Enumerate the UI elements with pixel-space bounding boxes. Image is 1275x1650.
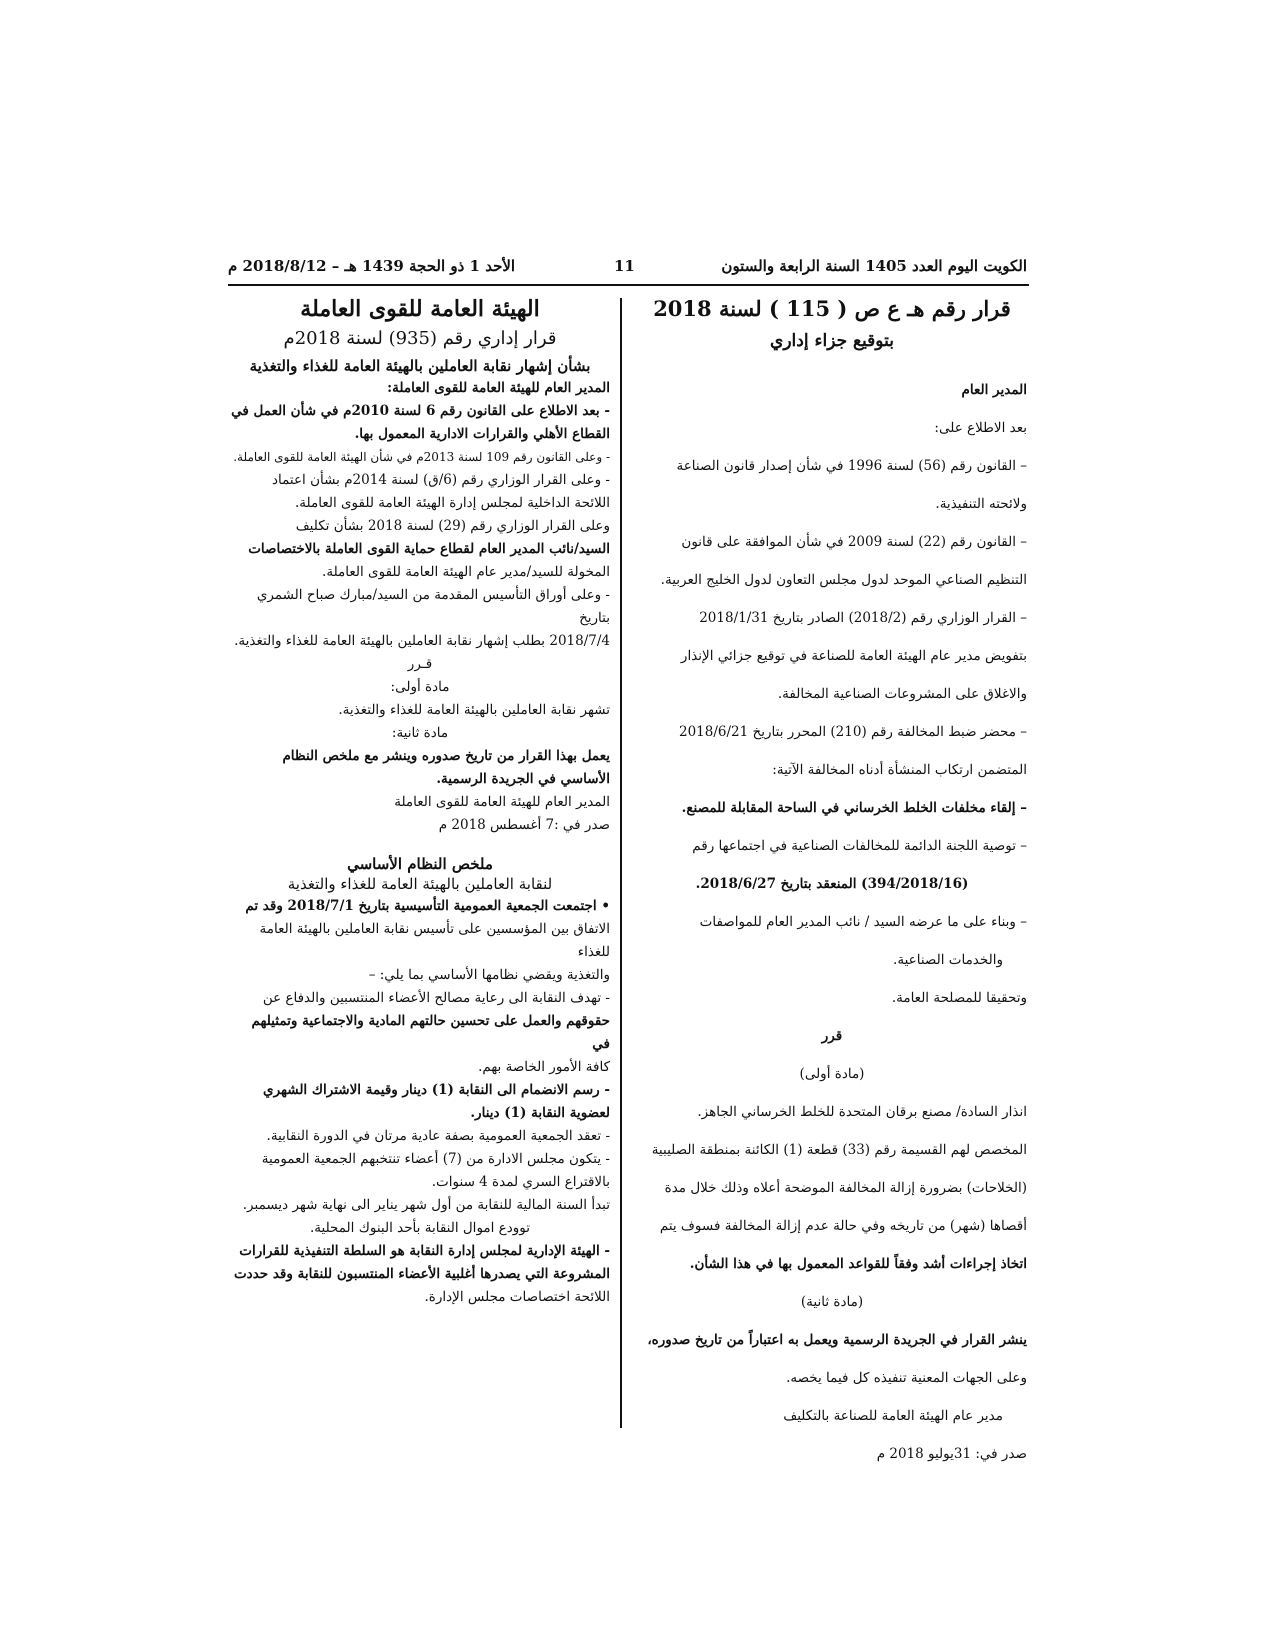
- summary-line: المشروعة التي يصدرها أغلبية الأعضاء المنتسبون للنقابة وقد حددت: [233, 1266, 610, 1282]
- text-line: المخولة للسيد/مدير عام الهيئة العامة للقوى العاملة.: [322, 564, 610, 580]
- text-line: وعلى القرار الوزاري رقم (29) لسنة 2018 بشأن تكليف: [295, 518, 610, 534]
- text-line: الأساسي في الجريدة الرسمية.: [436, 771, 610, 787]
- left-column: [230, 296, 610, 1309]
- text-line: بعد الاطلاع على:: [934, 420, 1027, 436]
- text-line: تشهر نقابة العاملين بالهيئة العامة للغذاء والتغذية.: [338, 702, 610, 718]
- summary-line: كافة الأمور الخاصة بهم.: [478, 1059, 610, 1075]
- text-line: – القرار الوزاري رقم (2018/2) الصادر بتاريخ 2018/1/31: [699, 610, 1027, 626]
- summary-line: بالاقتراع السري لمدة 4 سنوات.: [431, 1174, 610, 1190]
- summary-subtitle: لنقابة العاملين بالهيئة العامة للغذاء والتغذية: [287, 875, 553, 893]
- signatory: المدير العام للهيئة العامة للقوى العاملة: [394, 794, 610, 810]
- text-line: – محضر ضبط المخالفة رقم (210) المحرر بتاريخ 2018/6/21: [678, 724, 1027, 740]
- article-heading: مادة ثانية:: [391, 725, 449, 741]
- summary-line: • اجتمعت الجمعية العمومية التأسيسية بتاريخ 2018/7/1 وقد تم: [245, 898, 610, 914]
- summary-line: الاتفاق بين المؤسسين على تأسيس نقابة العاملين بالهيئة العامة للغذاء: [259, 921, 610, 960]
- decision-subject: بشأن إشهار نقابة العاملين بالهيئة العامة للغذاء والتغذية: [249, 357, 591, 375]
- text-line: المدير العام: [961, 382, 1027, 398]
- article-heading: مادة أولى:: [390, 679, 450, 695]
- text-line: – القانون رقم (56) لسنة 1996 في شأن إصدار قانون الصناعة: [676, 458, 1027, 474]
- text-line: – إلقاء مخلفات الخلط الخرساني في الساحة المقابلة للمصنع.: [681, 800, 1027, 816]
- summary-line: لعضوية النقابة (1) دينار.: [470, 1105, 610, 1121]
- decision-title: قرار إداري رقم (935) لسنة 2018م: [283, 328, 557, 349]
- article-heading: قرر: [821, 1028, 843, 1044]
- text-line: السيد/نائب المدير العام لقطاع حماية القوى العاملة بالاختصاصات: [248, 541, 610, 557]
- summary-line: تبدأ السنة المالية للنقابة من أول شهر يناير الى نهاية شهر ديسمبر.: [242, 1197, 610, 1213]
- text-line: يعمل بهذا القرار من تاريخ صدوره وينشر مع ملخص النظام: [282, 748, 610, 764]
- text-line: وتحقيقا للمصلحة العامة.: [891, 990, 1027, 1006]
- issue-date: صدر في: 31يوليو 2018 م: [876, 1446, 1027, 1462]
- page-number: 11: [614, 257, 635, 275]
- header-date: الأحد 1 ذو الحجة 1439 هـ – 2018/8/12 م: [228, 257, 516, 275]
- text-line: انذار السادة/ مصنع برقان المتحدة للخلط الخرساني الجاهز.: [697, 1104, 1027, 1120]
- decision-title: قرار رقم هـ ع ص ( 115 ) لسنة 2018: [653, 296, 1011, 321]
- summary-line: حقوقهم والعمل على تحسين حالتهم المادية والاجتماعية وتمثيلهم في: [251, 1013, 610, 1052]
- header-rule: [228, 284, 1029, 286]
- text-line: – وبناء على ما عرضه السيد / نائب المدير العام للمواصفات: [699, 914, 1027, 930]
- text-line: (الخلاحات) بضرورة إزالة المخالفة الموضحة أعلاه وذلك خلال مدة: [664, 1180, 1027, 1196]
- text-line: المخصص لهم القسيمة رقم (33) قطعة (1) الكائنة بمنطقة الصليبية: [651, 1142, 1027, 1158]
- text-line: اللائحة الداخلية لمجلس إدارة الهيئة العامة للقوى العاملة.: [294, 495, 610, 511]
- summary-line: اللائحة اختصاصات مجلس الإدارة.: [424, 1289, 610, 1305]
- text-line: والاغلاق على المشروعات الصناعية المخالفة.: [777, 686, 1027, 702]
- text-line: وعلى الجهات المعنية تنفيذه كل فيما يخصه.: [786, 1370, 1027, 1386]
- text-line: (394/2018/16) المنعقد بتاريخ 2018/6/27.: [695, 876, 969, 892]
- text-line: بتفويض مدير عام الهيئة العامة للصناعة في توقيع جزائي الإنذار: [680, 648, 1027, 664]
- text-line: المدير العام للهيئة العامة للقوى العاملة:: [387, 380, 610, 396]
- text-line: ينشر القرار في الجريدة الرسمية ويعمل به اعتباراً من تاريخ صدوره،: [647, 1332, 1027, 1348]
- summary-line: - يتكون مجلس الادارة من (7) أعضاء تنتخبهم الجمعية العمومية: [261, 1151, 610, 1167]
- authority-title: الهيئة العامة للقوى العاملة: [300, 296, 540, 322]
- summary-line: توودع اموال النقابة بأحد البنوك المحلية.: [309, 1220, 531, 1236]
- summary-line: - تعقد الجمعية العمومية بصفة عادية مرتان في الدورة النقابية.: [266, 1128, 610, 1144]
- signatory: مدير عام الهيئة العامة للصناعة بالتكليف: [783, 1408, 1003, 1424]
- text-line: والخدمات الصناعية.: [893, 952, 1003, 968]
- text-line: – القانون رقم (22) لسنة 2009 في شأن الموافقة على قانون: [681, 534, 1027, 550]
- text-line: التنظيم الصناعي الموحد لدول مجلس التعاون لدول الخليج العربية.: [660, 572, 1027, 588]
- text-line: أقصاها (شهر) من تاريخه وفي حالة عدم إزالة المخالفة فسوف يتم: [659, 1218, 1027, 1234]
- text-line: - وعلى القانون رقم 109 لسنة 2013م في شأن الهيئة العامة للقوى العاملة.: [233, 450, 610, 464]
- text-line: القطاع الأهلي والقرارات الادارية المعمول بها.: [354, 426, 610, 442]
- text-line: - وعلى القرار الوزاري رقم (6/ق) لسنة 2014م بشأن اعتماد: [271, 472, 610, 488]
- summary-line: - تهدف النقابة الى رعاية مصالح الأعضاء المنتسبين والدفاع عن: [262, 990, 610, 1006]
- summary-line: - الهيئة الإدارية لمجلس إدارة النقابة هو السلطة التنفيذية للقرارات: [239, 1243, 610, 1259]
- column-divider: [620, 298, 622, 1428]
- text-line: - بعد الاطلاع على القانون رقم 6 لسنة 2010م في شأن العمل في: [231, 403, 610, 419]
- article-heading: قـرر: [407, 656, 433, 672]
- header-issue-info: الكويت اليوم العدد 1405 السنة الرابعة والستون: [721, 257, 1027, 275]
- article-heading: (مادة ثانية): [800, 1294, 864, 1310]
- text-line: - وعلى أوراق التأسيس المقدمة من السيد/مبارك صباح الشمري بتاريخ: [256, 587, 610, 626]
- decision-subtitle: بتوقيع جزاء إداري: [770, 331, 894, 351]
- text-line: ولائحته التنفيذية.: [935, 496, 1027, 512]
- summary-line: والتغذية ويقضي نظامها الأساسي بما يلي: –: [368, 967, 610, 983]
- summary-line: - رسم الانضمام الى النقابة (1) دينار وقيمة الاشتراك الشهري: [263, 1082, 610, 1098]
- text-line: المتضمن ارتكاب المنشأة أدناه المخالفة الآتية:: [772, 762, 1027, 778]
- article-heading: (مادة أولى): [799, 1066, 865, 1082]
- text-line: 2018/7/4 بطلب إشهار نقابة العاملين بالهيئة العامة للغذاء والتغذية.: [234, 633, 610, 649]
- issue-date: صدر في :7 أغسطس 2018 م: [438, 817, 610, 833]
- right-column: [637, 296, 1027, 1473]
- summary-title: ملخص النظام الأساسي: [347, 855, 493, 873]
- text-line: اتخاذ إجراءات أشد وفقاً للقواعد المعمول بها في هذا الشأن.: [689, 1256, 1027, 1272]
- text-line: – توصية اللجنة الدائمة للمخالفات الصناعية في اجتماعها رقم: [692, 838, 1027, 854]
